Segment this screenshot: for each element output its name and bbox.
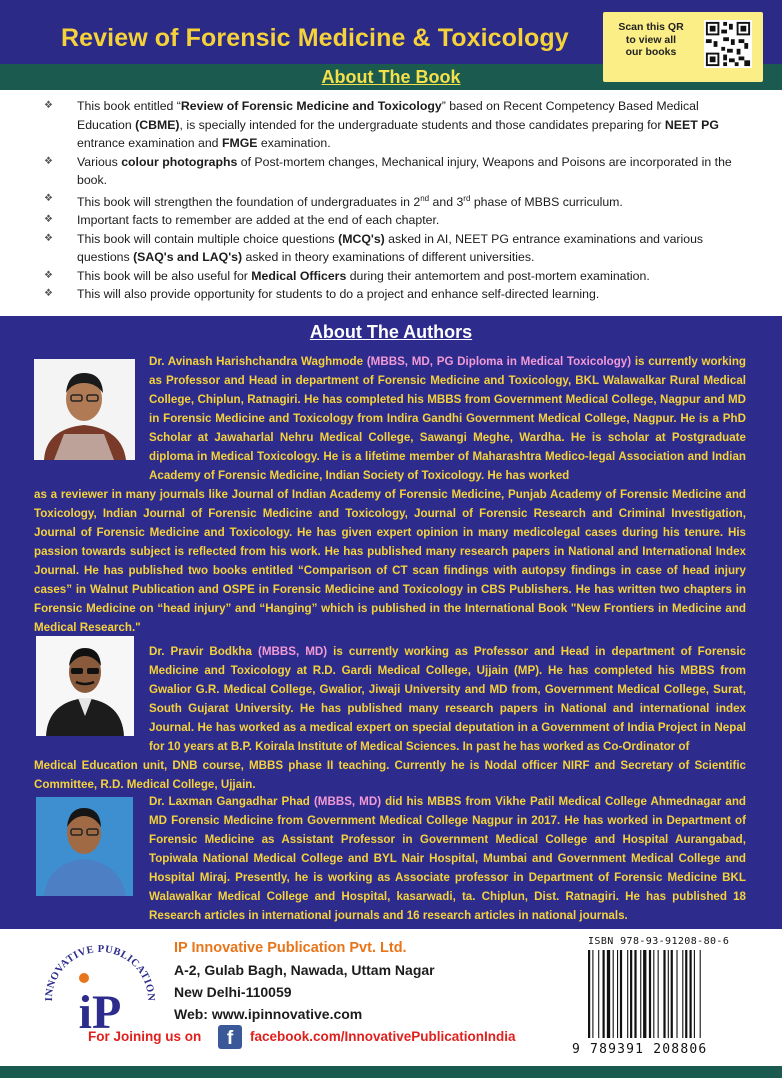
diamond-bullet-icon: ❖ xyxy=(44,288,53,300)
bottom-strip xyxy=(0,1066,782,1078)
book-title: Review of Forensic Medicine & Toxicology xyxy=(61,24,569,52)
facebook-link[interactable]: facebook.com/InnovativePublicationIndia xyxy=(250,1029,516,1044)
author-1-photo xyxy=(34,359,135,460)
list-item: ❖ This will also provide opportunity for students to do a project and enhance self-directed learning. xyxy=(44,285,744,304)
join-us-label: For Joining us on xyxy=(88,1029,202,1044)
qr-caption-line-3: our books xyxy=(625,46,677,58)
diamond-bullet-icon: ❖ xyxy=(44,192,53,204)
diamond-bullet-icon: ❖ xyxy=(44,269,53,281)
author-2-bio-rest: Medical Education unit, DNB course, MBBS phase II teaching. Currently he is Nodal officer NIRF and Secretary of Scientific Committee, R.D. Medical College, Ujjain. xyxy=(34,759,746,791)
about-authors-heading: About The Authors xyxy=(309,322,473,342)
diamond-bullet-icon: ❖ xyxy=(44,232,53,244)
list-item: ❖ Various colour photographs of Post-mortem changes, Mechanical injury, Weapons and Poisons are incorporated in the book. xyxy=(44,154,732,187)
publisher-address-2: New Delhi-110059 xyxy=(174,984,292,1000)
author-2-qualification: (MBBS, MD) xyxy=(257,645,328,658)
qr-code-icon[interactable] xyxy=(704,20,752,68)
publisher-logo xyxy=(40,938,160,1038)
isbn-number: 9 789391 208806 xyxy=(572,1042,708,1057)
publisher-name: IP Innovative Publication Pvt. Ltd. xyxy=(174,940,407,956)
about-book-heading: About The Book xyxy=(321,67,461,87)
qr-caption xyxy=(609,21,693,59)
about-book-list xyxy=(44,97,744,304)
portrait-icon xyxy=(36,797,133,896)
author-2-name: Dr. Pravir Bodkha xyxy=(149,645,252,658)
isbn-label: ISBN 978-93-91208-80-6 xyxy=(588,936,730,947)
author-2-bio-top: Dr. Pravir Bodkha (MBBS, MD) is currently working as Professor and Head in department of Forensic Medicine and Toxicology at R.D. Gardi Medical College, Ujjain (MP). He has completed his MBBS from Gwalior G.R. Medical College, Gwalior, Jiwaji University and MD from, Government Medical College, Surat, South Gujarat University. He has published many research papers in National and international index Journal. He has worked as a medical expert on special deputation in a Government of India Project in Nepal for 10 years at B.P. Koirala Institute of Medical Sciences. In past he has worked as Co-Ordinator of xyxy=(149,645,746,753)
qr-caption-line-2: to view all xyxy=(625,33,677,46)
list-item: ❖ This book will be also useful for Medical Officers during their antemortem and post-mortem examination. xyxy=(44,267,744,286)
author-1-bio-top: Dr. Avinash Harishchandra Waghmode (MBBS, MD, PG Diploma in Medical Toxicology) is currently working as Professor and Head in department of Forensic Medicine and Toxicology, BKL Walawalkar Rural Medical College, Chiplun, Ratnagiri. He has completed his MBBS from Government Medical College, Nagpur and MD in Forensic Medicine and Toxicology from Indira Gandhi Government Medical College, Nagpur. He is a PhD Scholar at Jawaharlal Nehru Medical College, Sawangi Meghe, Wardha. He is scholar at Postgraduate diploma in Medical Toxicology. He is a lifetime member of Maharashtra Medico-legal Association and Indian Academy of Forensic Medicine, Indian Society of Toxicology. He has worked xyxy=(149,355,746,482)
author-3-qualification: (MBBS, MD) xyxy=(313,795,382,808)
logo-arc-text: INNOVATIVE PUBLICATION xyxy=(43,943,157,1002)
author-1-name: Dr. Avinash Harishchandra Waghmode xyxy=(149,355,364,368)
diamond-bullet-icon: ❖ xyxy=(44,214,53,226)
portrait-icon xyxy=(36,636,134,736)
author-2-photo xyxy=(36,636,134,736)
author-1-bio-rest: as a reviewer in many journals like Journal of Indian Academy of Forensic Medicine, Punjab Academy of Forensic Medicine and Toxicology, Indian Journal of Forensic Medicine and Toxicology, Journal of Forensic Research and Criminal Investigation, Journal of Forensic Medicine and Toxicology. He has given expert opinion in many medicolegal cases during his tenure. His passion towards subject is reflected from his work. He has published many research papers in National and International Index Journal. He has published two books entitled “Comparison of CT scan findings with autopsy findings in case of head injury cases” in Walnut Publication and OSPE in Forensic Medicine and Toxicology in CBS Publishers. He has written two chapters in Forensic Medicine on “head injury” and “Hanging” which is published in the International Book "New Frontiers in Medicine and Medical Research." xyxy=(34,488,746,634)
author-3-photo xyxy=(36,797,133,896)
list-item: ❖ Important facts to remember are added at the end of each chapter. xyxy=(44,211,744,230)
publisher-address-1: A-2, Gulab Bagh, Nawada, Uttam Nagar xyxy=(174,962,435,978)
logo-mark: iP xyxy=(78,986,122,1038)
publisher-website[interactable]: Web: www.ipinnovative.com xyxy=(174,1006,363,1022)
list-item: ❖ This book will strengthen the foundation of undergraduates in 2nd and 3rd phase of MBBS curriculum. xyxy=(44,190,744,212)
author-3-bio: Dr. Laxman Gangadhar Phad (MBBS, MD) did his MBBS from Vikhe Patil Medical College Ahmednagar and MD Forensic Medicine from Government Medical College Nagpur in 2017. He has worked in Department of Forensic Medicine as Assistant Professor in Government Medical College and Hospital Aurangabad, Topiwala National Medical College and BYL Nair Hospital, Mumbai and Government Medical College and Hospital Miraj. Presently, he is working as Associate professor in Department of Forensic Medicine BKL Walawalkar Medical College and Hospital, kasarwadi, ta. Chiplun, Dist. Ratnagiri. He has published 18 Research articles in international journals and 16 research articles in national journals. xyxy=(149,795,746,922)
portrait-icon xyxy=(34,359,135,460)
qr-caption-line-1: Scan this QR xyxy=(618,21,684,33)
author-3-name: Dr. Laxman Gangadhar Phad xyxy=(149,795,310,808)
author-1-qualification: (MBBS, MD, PG Diploma in Medical Toxicology) xyxy=(366,355,632,368)
list-item: ❖ This book entitled “Review of Forensic Medicine and Toxicology” based on Recent Competency Based Medical Education (CBME), is specially intended for the undergraduate students and those candidates preparing for NEET PG entrance examination and FMGE examination. xyxy=(44,99,719,150)
barcode-icon xyxy=(586,950,732,1040)
list-item: ❖ This book will contain multiple choice questions (MCQ's) asked in AI, NEET PG entrance examinations and various questions (SAQ's and LAQ's) asked in theory examinations of different universities. xyxy=(44,231,704,265)
facebook-icon[interactable]: f xyxy=(218,1025,242,1049)
diamond-bullet-icon: ❖ xyxy=(44,155,53,167)
diamond-bullet-icon: ❖ xyxy=(44,100,53,111)
